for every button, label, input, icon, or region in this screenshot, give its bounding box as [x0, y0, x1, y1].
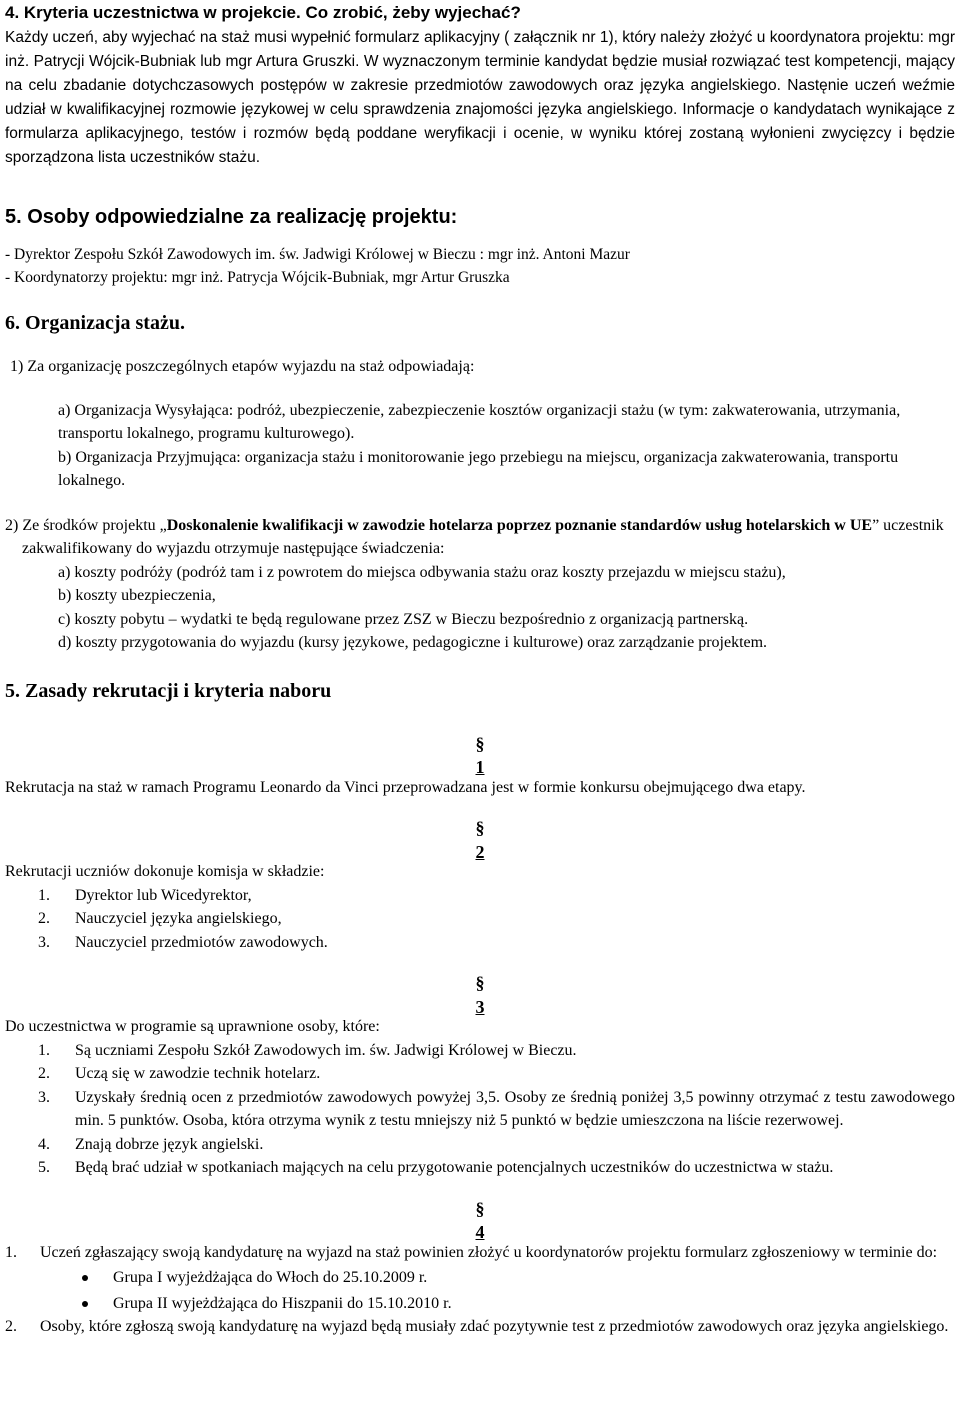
committee-list: [5, 884, 955, 955]
recruitment-heading: 5. Zasady rekrutacji i kryteria naboru: [5, 679, 332, 702]
document-page: [5, 0, 955, 1339]
paragraph-sign-4: § 4: [475, 1198, 485, 1242]
list-item: 2. Osoby, które zgłoszą swoją kandydaturę na wyjazd będą musiały zdać pozytywnie test z przedmiotów zawodowych oraz języka angielskiego.: [5, 1318, 949, 1335]
organization-intro: 1) Za organizację poszczególnych etapów wyjazdu na staż odpowiadają:: [10, 358, 475, 375]
section-6-heading: 6. Organizacja stażu.: [5, 312, 185, 334]
bullet-icon: [82, 1275, 88, 1281]
paragraph-sign-2: § 2: [475, 818, 485, 862]
section-5-heading: 5. Osoby odpowiedzialne za realizację projektu:: [5, 206, 458, 228]
receiving-organization: b) Organizacja Przyjmująca: organizacja stażu i monitorowanie jego przebiegu na miejscu, organizacja zakwaterowania, transportu lokalnego.: [58, 448, 899, 489]
list-item: 2. Uczą się w zawodzie technik hotelarz.: [38, 1065, 321, 1082]
list-item: 2. Nauczyciel języka angielskiego,: [38, 910, 282, 927]
group-deadlines: [5, 1266, 955, 1315]
paragraph-sign-1: § 1: [475, 733, 485, 777]
test-requirement-list: [5, 1315, 955, 1339]
list-item: 3. Uzyskały średnią ocen z przedmiotów zawodowych powyżej 3,5. Osoby ze średnią poniżej 3,5 powinny otrzymać z testu zawodowego min. 5 punktów. Osoba, która otrzyma wynik z testu mniejszy niż 5 punktó w będzie umieszczona na liście rezerwowej.: [38, 1088, 955, 1129]
funding-intro: 2) Ze środków projektu „Doskonalenie kwalifikacji w zawodzie hotelarza poprzez poznanie standardów usług hotelarskich w UE” uczestnik zakwalifikowany do wyjazdu otrzymuje następujące świadczenia:: [5, 516, 944, 557]
list-item: Grupa I wyjeżdżająca do Włoch do 25.10.2009 r.: [5, 1266, 955, 1290]
eligibility-list: [5, 1039, 955, 1180]
paragraph-sign-3: § 3: [475, 973, 485, 1017]
responsible-coordinators: - Koordynatorzy projektu: mgr inż. Patrycja Wójcik-Bubniak, mgr Artur Gruszka: [5, 269, 510, 286]
bullet-icon: [82, 1301, 88, 1307]
list-item: 1. Są uczniami Zespołu Szkół Zawodowych im. św. Jadwigi Królowej w Bieczu.: [38, 1041, 577, 1059]
list-item: 1. Dyrektor lub Wicedyrektor,: [38, 886, 252, 904]
sending-organization: a) Organizacja Wysyłająca: podróż, ubezpieczenie, zabezpieczenie kosztów organizacji stażu (w tym: zakwaterowania, utrzymania, transportu lokalnego, programu kulturowego).: [58, 401, 901, 442]
benefit-item: b) koszty ubezpieczenia,: [58, 587, 216, 604]
benefit-item: c) koszty pobytu – wydatki te będą regulowane przez ZSZ w Bieczu bezpośrednio z organizacją partnerską.: [58, 610, 749, 628]
list-item: Grupa II wyjeżdżająca do Hiszpanii do 15.10.2010 r.: [5, 1292, 955, 1316]
list-item: 3. Nauczyciel przedmiotów zawodowych.: [38, 933, 328, 951]
benefit-item: a) koszty podróży (podróż tam i z powrotem do miejsca odbywania stażu oraz koszty przejazdu w miejscu stażu),: [58, 563, 786, 581]
application-list: [5, 1241, 955, 1265]
list-item: 5. Będą brać udział w spotkaniach mających na celu przygotowanie potencjalnych uczestników do uczestnictwa w stażu.: [38, 1159, 834, 1176]
benefits-list: [5, 561, 955, 655]
section-4-heading: 4. Kryteria uczestnictwa w projekcie. Co zrobić, żeby wyjechać?: [5, 3, 521, 22]
project-title: Doskonalenie kwalifikacji w zawodzie hotelarza poprzez poznanie standardów usług hotelarskich w UE: [166, 516, 873, 534]
committee-intro: Rekrutacji uczniów dokonuje komisja w składzie:: [5, 863, 325, 880]
benefit-item: d) koszty przygotowania do wyjazdu (kursy językowe, pedagogiczne i kulturowe) oraz zarządzanie projektem.: [58, 634, 768, 651]
section-4-paragraph: Każdy uczeń, aby wyjechać na staż musi wypełnić formularz aplikacyjny ( załącznik nr 1), który należy złożyć u koordynatora projektu: mgr inż. Patrycji Wójcik-Bubniak lub mgr Artura Gruszki. W wyznaczonym terminie kandydat będzie musiał rozwiązać test kompetencji, mający na celu zbadanie dotychczasowych postępów w zakresie przedmiotów zawodowych oraz języka angielskiego. Nastęnie uczeń weźmie udział w kwalifikacyjnej rozmowie językowej w celu sprawdzenia znajomości języka angielskiego. Informacje o kandydatach wynikające z formularza aplikacyjnego, testów i rozmów będą poddane weryfikacji i ocenie, w wyniku której zostaną wyłonieni zwycięzcy i będzie sporządzona lista uczestników stażu.: [5, 29, 955, 166]
eligibility-intro: Do uczestnictwa w programie są uprawnione osoby, które:: [5, 1018, 380, 1035]
responsible-director: - Dyrektor Zespołu Szkół Zawodowych im. św. Jadwigi Królowej w Bieczu : mgr inż. Antoni Mazur: [5, 246, 630, 263]
list-item: 1. Uczeń zgłaszający swoją kandydaturę na wyjazd na staż powinien złożyć u koordynatorów projektu formularz zgłoszeniowy w terminie do:: [5, 1243, 938, 1261]
list-item: 4. Znają dobrze język angielski.: [38, 1135, 264, 1153]
recruitment-text: Rekrutacja na staż w ramach Programu Leonardo da Vinci przeprowadzana jest w formie konkursu obejmującego dwa etapy.: [5, 778, 806, 796]
